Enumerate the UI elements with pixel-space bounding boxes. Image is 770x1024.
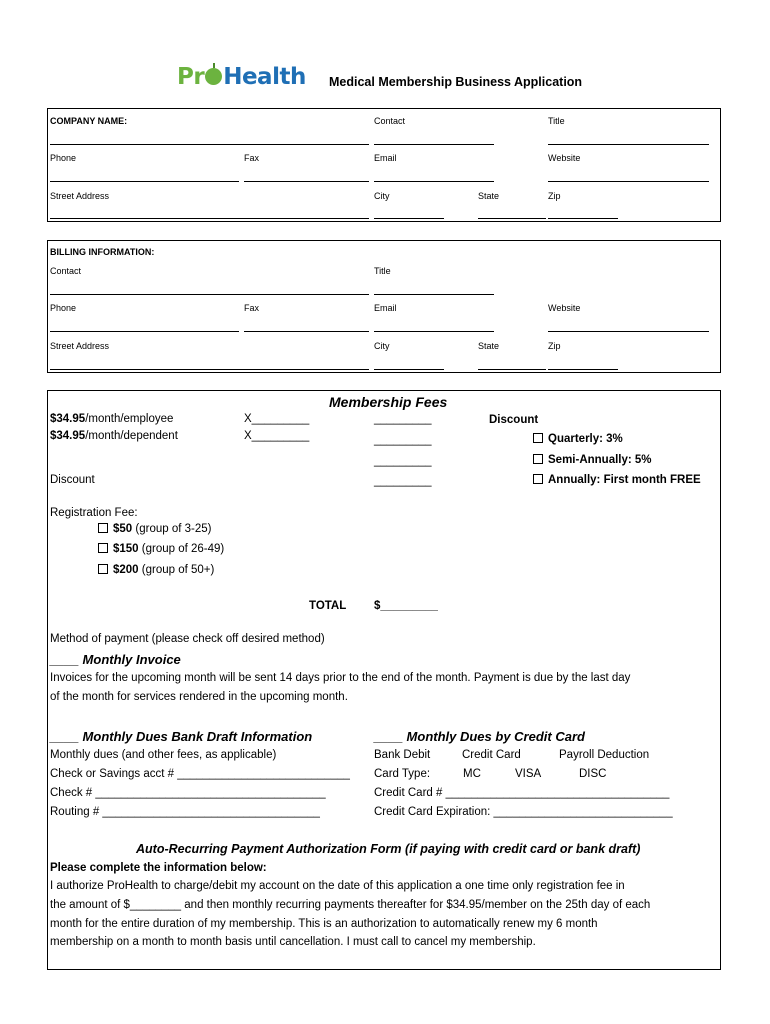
billing-title-label: Title xyxy=(374,266,391,276)
checkbox-icon[interactable] xyxy=(98,543,108,553)
billing-zip-label: Zip xyxy=(548,341,561,351)
street-address-field[interactable] xyxy=(50,218,369,219)
visa-option[interactable]: VISA xyxy=(515,768,542,780)
check-number-field[interactable]: Check # ____________________________________ xyxy=(50,787,326,799)
payment-method-label: Method of payment (please check off desired method) xyxy=(50,633,325,645)
billing-state-field[interactable] xyxy=(478,369,546,370)
title-field[interactable] xyxy=(548,144,709,145)
card-type-label: Card Type: xyxy=(374,768,431,780)
city-field[interactable] xyxy=(374,218,444,219)
credit-card-option[interactable]: ____ Monthly Dues by Credit Card xyxy=(374,729,585,744)
payroll-deduction-option[interactable]: Payroll Deduction xyxy=(559,749,650,761)
company-name-label: COMPANY NAME: xyxy=(50,116,128,126)
billing-title-field[interactable] xyxy=(374,294,494,295)
membership-fees-heading: Membership Fees xyxy=(329,394,448,410)
checkbox-icon[interactable] xyxy=(533,454,543,464)
billing-city-label: City xyxy=(374,341,390,351)
zip-field[interactable] xyxy=(548,218,618,219)
checkbox-icon[interactable] xyxy=(98,564,108,574)
checkbox-icon[interactable] xyxy=(533,433,543,443)
apple-icon xyxy=(205,68,222,85)
website-label: Website xyxy=(548,153,581,163)
billing-phone-label: Phone xyxy=(50,303,77,313)
billing-website-field[interactable] xyxy=(548,331,709,332)
reg-option-large[interactable]: $200 (group of 50+) xyxy=(98,564,214,576)
state-label: State xyxy=(478,191,500,201)
dependent-count-field[interactable]: X_________ xyxy=(244,430,310,442)
monthly-invoice-option[interactable]: ____ Monthly Invoice xyxy=(50,652,181,667)
billing-street-field[interactable] xyxy=(50,369,369,370)
city-label: City xyxy=(374,191,390,201)
bank-debit-option[interactable]: Bank Debit xyxy=(374,749,431,761)
invoice-text-2: of the month for services rendered in the upcoming month. xyxy=(50,691,348,703)
checkbox-icon[interactable] xyxy=(98,523,108,533)
invoice-text-1: Invoices for the upcoming month will be sent 14 days prior to the end of the month. Payment is due by the last day xyxy=(50,672,631,684)
title-label: Title xyxy=(548,116,565,126)
bank-draft-option[interactable]: ____ Monthly Dues Bank Draft Information xyxy=(50,729,313,744)
billing-email-field[interactable] xyxy=(374,331,494,332)
billing-city-field[interactable] xyxy=(374,369,444,370)
contact-field[interactable] xyxy=(374,144,494,145)
annually-option[interactable]: Annually: First month FREE xyxy=(533,474,701,486)
credit-card-number-field[interactable]: Credit Card # ___________________________________ xyxy=(374,787,670,799)
billing-street-label: Street Address xyxy=(50,341,110,351)
dependent-subtotal-field[interactable]: _________ xyxy=(374,434,432,446)
fax-field[interactable] xyxy=(244,181,369,182)
credit-card-type-option[interactable]: Credit Card xyxy=(462,749,521,761)
dependent-rate: $34.95/month/dependent xyxy=(50,430,178,442)
employee-rate: $34.95/month/employee xyxy=(50,413,174,425)
quarterly-option[interactable]: Quarterly: 3% xyxy=(533,433,623,445)
street-address-label: Street Address xyxy=(50,191,110,201)
billing-fax-label: Fax xyxy=(244,303,260,313)
total-label: TOTAL xyxy=(309,600,347,612)
contact-label: Contact xyxy=(374,116,406,126)
email-label: Email xyxy=(374,153,397,163)
mc-option[interactable]: MC xyxy=(463,768,481,780)
billing-contact-label: Contact xyxy=(50,266,82,276)
billing-email-label: Email xyxy=(374,303,397,313)
routing-number-field[interactable]: Routing # __________________________________ xyxy=(50,806,320,818)
prohealth-logo: Pr Health xyxy=(177,64,306,90)
discount-heading: Discount xyxy=(489,414,539,426)
fax-label: Fax xyxy=(244,153,260,163)
authorization-heading: Auto-Recurring Payment Authorization Form (if paying with credit card or bank draft) xyxy=(136,842,641,856)
billing-website-label: Website xyxy=(548,303,581,313)
company-name-field[interactable] xyxy=(50,144,369,145)
disc-option[interactable]: DISC xyxy=(579,768,607,780)
reg-option-small[interactable]: $50 (group of 3-25) xyxy=(98,523,211,535)
semi-annually-option[interactable]: Semi-Annually: 5% xyxy=(533,454,652,466)
authorization-instruction: Please complete the information below: xyxy=(50,862,267,874)
phone-label: Phone xyxy=(50,153,77,163)
authorization-text-1: I authorize ProHealth to charge/debit my account on the date of this application a one time only registration fee in xyxy=(50,880,625,892)
authorization-text-4: membership on a month to month basis until cancellation. I must call to cancel my membership. xyxy=(50,936,536,948)
subtotal-field[interactable]: _________ xyxy=(374,455,432,467)
state-field[interactable] xyxy=(478,218,546,219)
account-number-field[interactable]: Check or Savings acct # ___________________________ xyxy=(50,768,350,780)
website-field[interactable] xyxy=(548,181,709,182)
checkbox-icon[interactable] xyxy=(533,474,543,484)
credit-card-expiration-field[interactable]: Credit Card Expiration: ____________________________ xyxy=(374,806,673,818)
billing-phone-field[interactable] xyxy=(50,331,239,332)
employee-subtotal-field[interactable]: _________ xyxy=(374,413,432,425)
employee-count-field[interactable]: X_________ xyxy=(244,413,310,425)
discount-label: Discount xyxy=(50,474,95,486)
discount-amount-field[interactable]: _________ xyxy=(374,475,432,487)
bank-dues-text: Monthly dues (and other fees, as applicable) xyxy=(50,749,277,761)
billing-zip-field[interactable] xyxy=(548,369,618,370)
page-title: Medical Membership Business Application xyxy=(329,75,583,89)
billing-state-label: State xyxy=(478,341,500,351)
zip-label: Zip xyxy=(548,191,561,201)
billing-fax-field[interactable] xyxy=(244,331,369,332)
authorization-text-2: the amount of $________ and then monthly recurring payments thereafter for $34.95/member on the 25th day of each xyxy=(50,899,651,911)
reg-option-medium[interactable]: $150 (group of 26-49) xyxy=(98,543,224,555)
registration-fee-label: Registration Fee: xyxy=(50,507,138,519)
total-field[interactable]: $_________ xyxy=(374,600,438,612)
billing-contact-field[interactable] xyxy=(50,294,369,295)
phone-field[interactable] xyxy=(50,181,239,182)
email-field[interactable] xyxy=(374,181,494,182)
authorization-text-3: month for the entire duration of my membership. This is an authorization to automatically renew my 6 month xyxy=(50,918,598,930)
billing-heading: BILLING INFORMATION: xyxy=(50,247,155,257)
